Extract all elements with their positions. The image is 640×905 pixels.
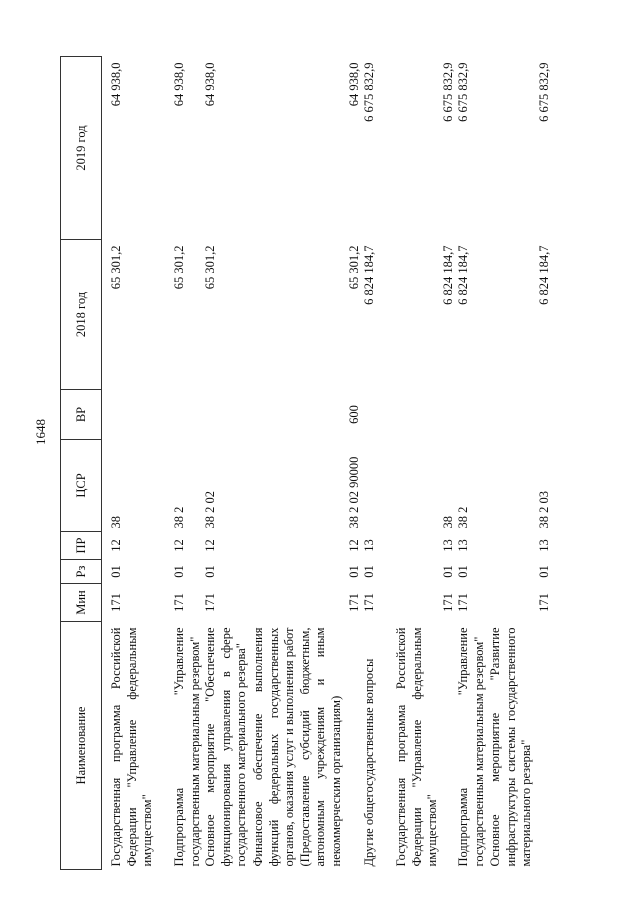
row-rz: 01 [172,565,186,578]
row-vr [488,390,552,440]
row-2019: 6 675 832,9 [456,62,470,122]
row-2019: 64 938,0 [172,62,186,107]
row-rz: 01 [440,565,455,578]
row-name: Другие общегосударственные вопросы [362,658,376,867]
row-name: Финансовое обеспечение выполнения функций федеральных государственных органов, оказания услуг и выполнения работ (Предоставление субсидий бюджетным, автономным учреждениям и иным некоммерческим организациям) [251,627,343,867]
budget-table [60,56,552,870]
budget-table-container [60,57,594,870]
row-rz: 01 [109,565,123,578]
row-csr: 38 2 02 [203,491,217,529]
row-csr: 38 2 02 90000 [346,456,361,529]
row-csr: 38 2 [456,506,470,529]
header-csr: ЦСР [61,440,102,532]
row-2018: 6 824 184,7 [362,245,376,305]
row-pr: 13 [456,539,470,552]
header-rz: Рз [61,560,102,584]
table-row [456,57,488,870]
row-csr: 38 2 03 [536,491,551,529]
row-name: Подпрограмма "Управление государственным материальным резервом" [172,627,202,867]
row-2018: 65 301,2 [346,245,361,290]
row-pr: 12 [346,539,361,552]
row-pr: 12 [109,539,123,552]
row-min: 171 [203,593,217,612]
row-min: 171 [362,593,376,612]
row-vr [109,390,172,440]
row-vr [456,390,488,440]
row-2018: 65 301,2 [172,245,186,290]
row-2019: 6 675 832,9 [536,62,551,122]
row-name: Государственная программа Российской Федерации "Управление федеральным имуществом" [109,627,154,867]
row-rz: 01 [362,565,376,578]
row-vr [394,390,456,440]
row-rz: 01 [346,565,361,578]
header-name: Наименование [61,622,102,870]
table-row [109,57,172,870]
row-2018: 65 301,2 [109,245,123,290]
row-csr: 38 [109,516,123,529]
row-pr: 13 [362,539,376,552]
row-name: Государственная программа Российской Федерации "Управление федеральным имуществом" [394,627,439,867]
row-2019: 64 938,0 [203,62,217,107]
table-row [394,57,456,870]
header-pr: ПР [61,532,102,560]
row-2019: 6 675 832,9 [362,62,376,122]
row-pr: 13 [536,539,551,552]
row-vr [203,390,251,440]
row-2018: 6 824 184,7 [456,245,470,305]
header-2018: 2018 год [61,240,102,390]
table-row [251,57,362,870]
row-name: Основное мероприятие "Обеспечение функционирования управления в сфере государственного материального резерва" [203,627,248,867]
row-rz: 01 [536,565,551,578]
row-vr: 600 [346,405,361,424]
table-row [488,57,552,870]
row-rz: 01 [203,565,217,578]
row-min: 171 [456,593,470,612]
row-pr: 12 [203,539,217,552]
row-2018: 6 824 184,7 [440,245,455,305]
table-row [362,57,394,870]
row-csr [362,440,394,532]
page-number: 1648 [33,419,48,445]
row-csr: 38 [440,516,455,529]
row-min: 171 [109,593,123,612]
row-name: Основное мероприятие "Развитие инфраструктуры системы государственного материального резерва" [488,627,533,867]
row-min: 171 [172,593,186,612]
table-header-row [61,57,102,870]
row-csr: 38 2 [172,506,186,529]
row-vr [172,390,203,440]
row-2019: 64 938,0 [109,62,123,107]
row-pr: 13 [440,539,455,552]
row-min: 171 [440,593,455,612]
table-row [172,57,203,870]
row-name: Подпрограмма "Управление государственным материальным резервом" [456,627,486,867]
row-2019: 64 938,0 [346,62,361,107]
header-2019: 2019 год [61,57,102,240]
header-min: Мин [61,584,102,622]
row-pr: 12 [172,539,186,552]
table-row [203,57,251,870]
row-rz: 01 [456,565,470,578]
row-2018: 65 301,2 [203,245,217,290]
row-vr [362,390,394,440]
row-2019: 6 675 832,9 [440,62,455,122]
row-2018: 6 824 184,7 [536,245,551,305]
header-vr: ВР [61,390,102,440]
row-min: 171 [346,593,361,612]
row-min: 171 [536,593,551,612]
